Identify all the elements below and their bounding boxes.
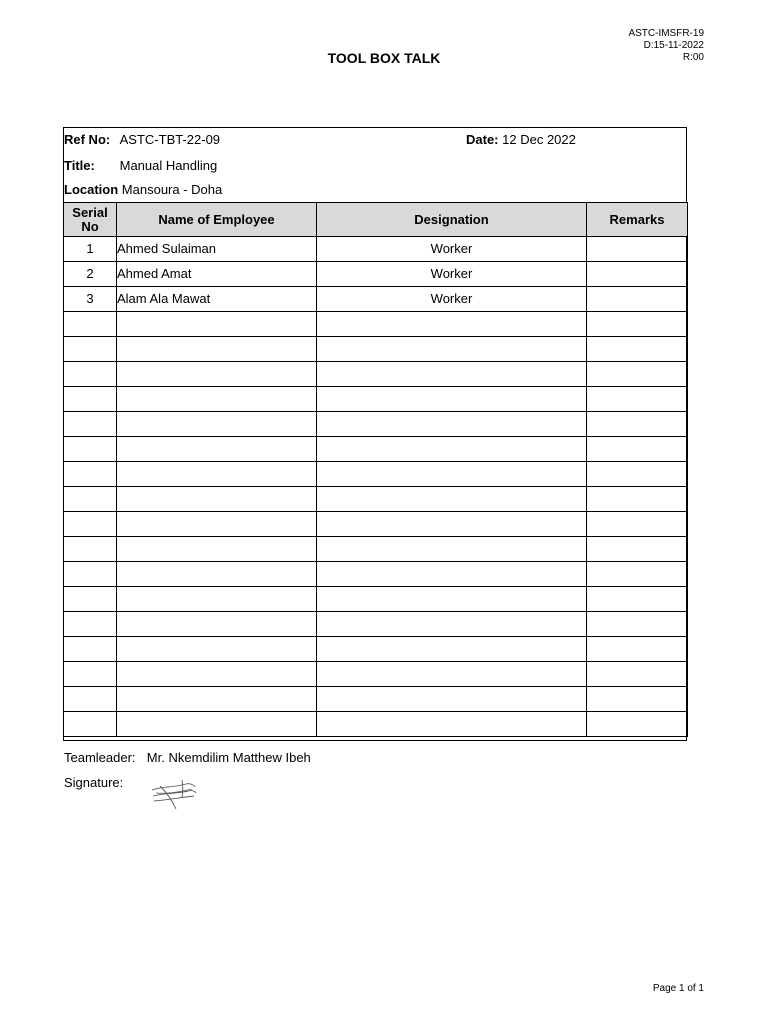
designation-cell [317, 487, 587, 512]
designation-cell [317, 512, 587, 537]
table-row [64, 537, 688, 562]
employee-name-cell [117, 712, 317, 737]
serial-cell: 2 [64, 262, 117, 287]
employee-name-cell: Ahmed Sulaiman [117, 237, 317, 262]
table-row [64, 312, 688, 337]
remarks-cell [587, 437, 688, 462]
employee-name-cell [117, 362, 317, 387]
designation-cell [317, 637, 587, 662]
table-row [64, 337, 688, 362]
designation-cell [317, 662, 587, 687]
remarks-cell [587, 687, 688, 712]
serial-cell: 3 [64, 287, 117, 312]
serial-cell [64, 712, 117, 737]
table-row [64, 487, 688, 512]
remarks-cell [587, 612, 688, 637]
table-row [64, 687, 688, 712]
remarks-cell [587, 462, 688, 487]
table-body [64, 237, 688, 737]
table-row [64, 412, 688, 437]
serial-cell [64, 587, 117, 612]
employee-name-cell [117, 687, 317, 712]
serial-cell [64, 687, 117, 712]
remarks-cell [587, 537, 688, 562]
col-name-header: Name of Employee [117, 203, 317, 237]
table-row [64, 662, 688, 687]
ref-line [64, 132, 220, 147]
signature-image [148, 776, 202, 812]
location-label: Location [64, 182, 119, 197]
remarks-cell [587, 312, 688, 337]
teamleader-name: Mr. Nkemdilim Matthew Ibeh [146, 750, 311, 765]
serial-cell [64, 387, 117, 412]
serial-cell [64, 412, 117, 437]
serial-cell [64, 437, 117, 462]
teamleader-label: Teamleader: [64, 750, 136, 765]
employee-name-cell [117, 662, 317, 687]
employee-name-cell [117, 337, 317, 362]
table-row [64, 262, 688, 287]
table-row [64, 562, 688, 587]
location-line [64, 182, 222, 197]
designation-cell [317, 687, 587, 712]
ref-value: ASTC-TBT-22-09 [119, 132, 221, 147]
remarks-cell [587, 237, 688, 262]
designation-cell [317, 387, 587, 412]
col-serial-header: Serial No [64, 203, 117, 237]
remarks-cell [587, 337, 688, 362]
remarks-cell [587, 287, 688, 312]
serial-cell [64, 612, 117, 637]
location-value: Mansoura - Doha [121, 182, 223, 197]
table-row [64, 612, 688, 637]
employee-name-cell [117, 587, 317, 612]
table-row [64, 637, 688, 662]
designation-cell [317, 312, 587, 337]
employee-name-cell [117, 487, 317, 512]
page-number: Page 1 of 1 [652, 983, 704, 994]
employee-name-cell [117, 387, 317, 412]
remarks-cell [587, 637, 688, 662]
table-row [64, 237, 688, 262]
serial-cell [64, 362, 117, 387]
designation-cell [317, 437, 587, 462]
serial-cell [64, 562, 117, 587]
employee-name-cell: Ahmed Amat [117, 262, 317, 287]
designation-cell [317, 537, 587, 562]
table-row [64, 587, 688, 612]
title-value: Manual Handling [119, 158, 218, 173]
employee-table [63, 202, 688, 737]
date-value: 12 Dec 2022 [502, 132, 576, 147]
employee-name-cell [117, 312, 317, 337]
form-box [63, 127, 687, 741]
designation-cell [317, 412, 587, 437]
designation-cell: Worker [317, 287, 587, 312]
remarks-cell [587, 387, 688, 412]
signature-label: Signature: [64, 775, 124, 790]
table-header-row [64, 203, 688, 237]
remarks-cell [587, 587, 688, 612]
employee-name-cell [117, 562, 317, 587]
table-row [64, 512, 688, 537]
employee-name-cell [117, 462, 317, 487]
remarks-cell [587, 487, 688, 512]
designation-cell [317, 587, 587, 612]
table-row [64, 712, 688, 737]
employee-name-cell [117, 637, 317, 662]
form-code: ASTC-IMSFR-19 [628, 28, 704, 39]
serial-cell [64, 462, 117, 487]
designation-cell [317, 562, 587, 587]
designation-cell [317, 462, 587, 487]
designation-cell [317, 712, 587, 737]
col-remarks-header: Remarks [587, 203, 688, 237]
serial-cell [64, 312, 117, 337]
remarks-cell [587, 362, 688, 387]
designation-cell: Worker [317, 262, 587, 287]
serial-cell [64, 337, 117, 362]
serial-cell [64, 487, 117, 512]
designation-cell [317, 337, 587, 362]
designation-cell [317, 362, 587, 387]
serial-cell [64, 512, 117, 537]
remarks-cell [587, 262, 688, 287]
date-line [466, 132, 576, 147]
title-line [64, 158, 217, 173]
teamleader-line [64, 750, 311, 765]
remarks-cell [587, 662, 688, 687]
employee-name-cell [117, 612, 317, 637]
issue-date: D:15-11-2022 [643, 40, 704, 51]
employee-name-cell [117, 412, 317, 437]
employee-name-cell [117, 437, 317, 462]
page-title: TOOL BOX TALK [327, 50, 441, 66]
ref-label: Ref No: [64, 132, 111, 147]
serial-cell [64, 662, 117, 687]
serial-cell [64, 637, 117, 662]
revision: R:00 [682, 52, 704, 63]
designation-cell [317, 612, 587, 637]
date-label: Date: [466, 132, 499, 147]
serial-cell [64, 537, 117, 562]
employee-name-cell [117, 537, 317, 562]
employee-name-cell: Alam Ala Mawat [117, 287, 317, 312]
serial-cell: 1 [64, 237, 117, 262]
employee-name-cell [117, 512, 317, 537]
table-row [64, 387, 688, 412]
remarks-cell [587, 562, 688, 587]
remarks-cell [587, 712, 688, 737]
table-row [64, 462, 688, 487]
table-row [64, 287, 688, 312]
title-label: Title: [64, 158, 95, 173]
table-row [64, 437, 688, 462]
col-designation-header: Designation [317, 203, 587, 237]
designation-cell: Worker [317, 237, 587, 262]
table-row [64, 362, 688, 387]
remarks-cell [587, 512, 688, 537]
remarks-cell [587, 412, 688, 437]
